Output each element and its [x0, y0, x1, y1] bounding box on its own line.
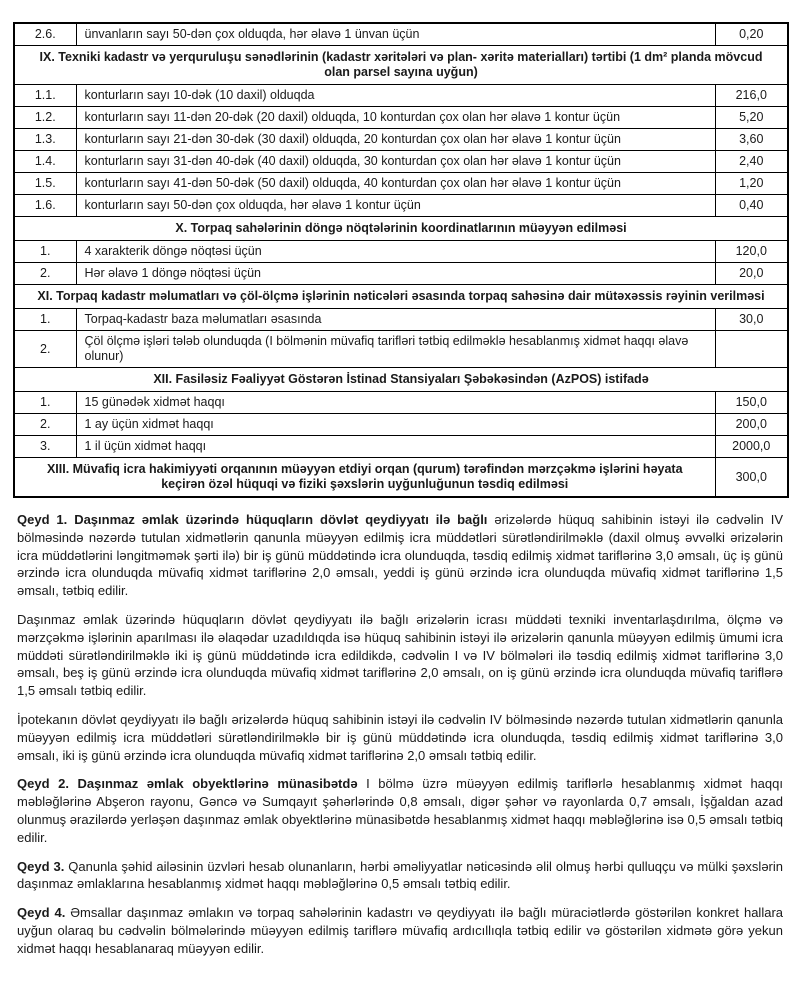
- table-row: [14, 173, 788, 195]
- table-row: [14, 331, 788, 368]
- merged-row: [14, 458, 788, 498]
- row-number-cell: 1.5.: [14, 173, 76, 195]
- row-number-cell: 1.3.: [14, 129, 76, 151]
- row-number-cell: 2.: [14, 263, 76, 285]
- row-value-cell: 30,0: [715, 309, 788, 331]
- section-header-cell: IX. Texniki kadastr və yerquruluşu sənədlərinin (kadastr xəritələri və plan- xəritə materialları) tərtibi (1 dm² planda mövcud olan parsel sayına uyğun): [14, 46, 788, 85]
- row-description-cell: konturların sayı 10-dək (10 daxil) olduqda: [76, 85, 715, 107]
- section-header-row: [14, 368, 788, 392]
- row-value-cell: 2000,0: [715, 436, 788, 458]
- section-header-row: [14, 217, 788, 241]
- row-number-cell: 2.: [14, 414, 76, 436]
- note-paragraph: [17, 611, 783, 700]
- table-row: [14, 85, 788, 107]
- row-value-cell: 3,60: [715, 129, 788, 151]
- note-text: Qanunla şəhid ailəsinin üzvləri hesab olunanların, hərbi əməliyyatlar nəticəsində əlil olmuş hərbi qulluqçu və mülki şəxslərin daşınmaz əmlaklarına hesablanmış xidmət haqqı məbləğlərinə 0,5 əmsalı tətbiq edilir.: [17, 858, 783, 892]
- table-row: [14, 392, 788, 414]
- section-header-cell: XII. Fasiləsiz Fəaliyyət Göstərən İstinad Stansiyaları Şəbəkəsindən (AzPOS) istifadə: [14, 368, 788, 392]
- note-lead: Qeyd 4.: [17, 905, 66, 921]
- row-number-cell: 1.6.: [14, 195, 76, 217]
- note-text: İpotekanın dövlət qeydiyyatı ilə bağlı ərizələrdə hüquq sahibinin istəyi ilə cədvəlin IV bölməsində nəzərdə tutulan xidmətlərin qanunla müəyyən edilmiş icra müddətləri sürətləndirilməklə bir iş günü müddətində icra olunduqda, təsdiq edilmiş xidmət tariflərinə 3,0 əmsalı, iki iş günü ərzində icra olunduqda müvafiq xidmət tariflərinə 2,0 əmsalı tətbiq edilir.: [17, 711, 783, 763]
- row-number-cell: 1.: [14, 241, 76, 263]
- tariff-table: [13, 22, 789, 498]
- row-value-cell: 1,20: [715, 173, 788, 195]
- table-row: [14, 129, 788, 151]
- row-value-cell: 5,20: [715, 107, 788, 129]
- note-text: I bölmə üzrə müəyyən edilmiş tariflərlə hesablanmış xidmət haqqı məbləğlərinə Abşeron rayonu, Gəncə və Sumqayıt şəhərlərində 0,8 əmsalı, digər şəhər və rayonlarda 0,7 əmsalı, İşğaldan azad olunmuş ərazilərdə yerləşən daşınmaz əmlak obyektlərinə münasibətdə hesablanmış xidmət haqqı məbləğlərinə isə 0,5 əmsalı tətbiq edilir.: [17, 776, 783, 845]
- row-value-cell: 150,0: [715, 392, 788, 414]
- row-number-cell: 1.: [14, 309, 76, 331]
- section-header-row: [14, 285, 788, 309]
- row-number-cell: 1.1.: [14, 85, 76, 107]
- row-description-cell: 1 ay üçün xidmət haqqı: [76, 414, 715, 436]
- row-value-cell: 200,0: [715, 414, 788, 436]
- row-number-cell: 1.: [14, 392, 76, 414]
- row-description-cell: Hər əlavə 1 döngə nöqtəsi üçün: [76, 263, 715, 285]
- row-value-cell: 20,0: [715, 263, 788, 285]
- note-text: ərizələrdə hüquq sahibinin istəyi ilə cədvəlin IV bölməsində nəzərdə tutulan xidmətlərin qanunla müəyyən edilmiş icra müddətləri sürətləndirilməklə (daxil olmuş əvvəlki ərizələrin icra müddətlərini ləngitməmək şərti ilə) bir iş günü müddətində icra olunduqda, təsdiq edilmiş xidmət tariflərinə 3,0 əmsalı, üç iş günü ərzində icra olunduqda müvafiq xidmət tariflərinə 2,0 əmsalı, yeddi iş günü ərzində icra olunduqda müvafiq xidmət tariflərinə 1,5 əmsalı, tətbiq edilir.: [17, 512, 783, 599]
- row-number-cell: 1.2.: [14, 107, 76, 129]
- row-description-cell: konturların sayı 31-dən 40-dək (40 daxil) olduqda, 30 konturdan çox olan hər əlavə 1 kontur üçün: [76, 151, 715, 173]
- note-paragraph: [17, 904, 783, 957]
- note-paragraph: [17, 511, 783, 600]
- table-row: [14, 436, 788, 458]
- row-number-cell: 1.4.: [14, 151, 76, 173]
- row-description-cell: ünvanların sayı 50-dən çox olduqda, hər əlavə 1 ünvan üçün: [76, 23, 715, 46]
- row-value-cell: 2,40: [715, 151, 788, 173]
- row-value-cell: 0,20: [715, 23, 788, 46]
- section-header-row: [14, 46, 788, 85]
- note-lead: Qeyd 2. Daşınmaz əmlak obyektlərinə münasibətdə: [17, 776, 358, 792]
- note-text: Əmsallar daşınmaz əmlakın və torpaq sahələrinin kadastrı və qeydiyyatı ilə bağlı müraciətlərdə göstərilən konkret hallara uyğun olaraq bu cədvəlin bölmələrində müəyyən edilmiş tariflərə müvafiq ardıcıllıqla tətbiq edilir və göstərilən xidmətə görə yekun xidmət haqqı hesablanaraq müəyyən edilir.: [17, 905, 783, 956]
- row-number-cell: 2.: [14, 331, 76, 368]
- row-description-cell: konturların sayı 50-dən çox olduqda, hər əlavə 1 kontur üçün: [76, 195, 715, 217]
- table-row: [14, 23, 788, 46]
- note-paragraph: [17, 711, 783, 764]
- row-number-cell: 3.: [14, 436, 76, 458]
- row-number-cell: 2.6.: [14, 23, 76, 46]
- row-value-cell: 0,40: [715, 195, 788, 217]
- table-row: [14, 195, 788, 217]
- row-description-cell: Torpaq-kadastr baza məlumatları əsasında: [76, 309, 715, 331]
- row-description-cell: 4 xarakterik döngə nöqtəsi üçün: [76, 241, 715, 263]
- note-lead: Qeyd 1. Daşınmaz əmlak üzərində hüquqların dövlət qeydiyyatı ilə bağlı: [17, 512, 488, 527]
- table-row: [14, 151, 788, 173]
- row-description-cell: 1 il üçün xidmət haqqı: [76, 436, 715, 458]
- note-lead: Qeyd 3.: [17, 858, 65, 874]
- tariff-table-body: [14, 23, 788, 497]
- row-description-cell: konturların sayı 21-dən 30-dək (30 daxil) olduqda, 20 konturdan çox olan hər əlavə 1 kontur üçün: [76, 129, 715, 151]
- merged-label-cell: XIII. Müvafiq icra hakimiyyəti orqanının müəyyən etdiyi orqan (qurum) tərəfindən mərzçəkmə işlərini həyata keçirən özəl hüquqi və fiziki şəxslərin uyğunluğunun təsdiq edilməsi: [14, 458, 715, 498]
- row-value-cell: 120,0: [715, 241, 788, 263]
- row-description-cell: Çöl ölçmə işləri tələb olunduqda (I bölmənin müvafiq tarifləri tətbiq edilməklə hesablanmış xidmət haqqı əlavə olunur): [76, 331, 715, 368]
- table-row: [14, 414, 788, 436]
- row-description-cell: konturların sayı 11-dən 20-dək (20 daxil) olduqda, 10 konturdan çox olan hər əlavə 1 kontur üçün: [76, 107, 715, 129]
- row-description-cell: 15 günədək xidmət haqqı: [76, 392, 715, 414]
- note-paragraph: [17, 775, 783, 846]
- table-row: [14, 309, 788, 331]
- table-row: [14, 263, 788, 285]
- notes-section: [17, 511, 783, 969]
- table-row: [14, 107, 788, 129]
- note-text: Daşınmaz əmlak üzərində hüquqların dövlət qeydiyyatı ilə bağlı ərizələrin icrası müddəti texniki inventarlaşdırılma, ölçmə və mərzçəkmə işlərinin aparılması ilə əlaqədar uzadıldıqda isə hüquq sahibinin istəyi ilə ərizələrin qanunla müəyyən edilmiş ümumi icra müddəti sürətləndirilməklə iki iş günü müddətində icra edildikdə, cədvəlin I və IV bölmələri ilə təsdiq edilmiş xidmət tariflərinə 3,0 əmsalı, beş iş günü ərzində icra olunduqda müvafiq xidmət tariflərinə 2,0 əmsalı, on iş günü ərzində icra olunduqda müvafiq tariflərə 1,5 əmsalı tətbiq edilir.: [17, 611, 783, 699]
- table-row: [14, 241, 788, 263]
- row-value-cell: 300,0: [715, 458, 788, 498]
- row-value-cell: [715, 331, 788, 368]
- row-value-cell: 216,0: [715, 85, 788, 107]
- row-description-cell: konturların sayı 41-dən 50-dək (50 daxil) olduqda, 40 konturdan çox olan hər əlavə 1 kontur üçün: [76, 173, 715, 195]
- section-header-cell: X. Torpaq sahələrinin döngə nöqtələrinin koordinatlarının müəyyən edilməsi: [14, 217, 788, 241]
- section-header-cell: XI. Torpaq kadastr məlumatları və çöl-ölçmə işlərinin nəticələri əsasında torpaq sahəsinə dair mütəxəssis rəyinin verilməsi: [14, 285, 788, 309]
- note-paragraph: [17, 858, 783, 894]
